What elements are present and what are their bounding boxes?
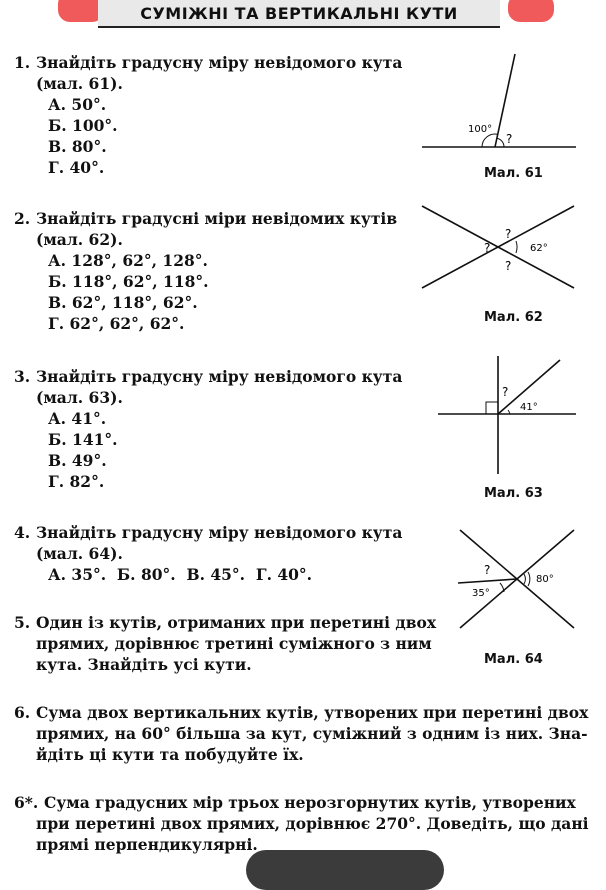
figure-61 [420,48,580,158]
task-number: 2. [14,209,31,228]
answer-option: А. 41°. [48,409,107,428]
unknown-angle-label: ? [505,259,512,273]
angle-label: 41° [520,402,538,413]
answer-option: Г. 62°, 62°, 62°. [48,314,185,333]
answer-option: А. 128°, 62°, 128°. [48,251,208,270]
task-4 [14,522,402,585]
task-text-line: прямих, дорівнює третині суміжного з ним [36,634,432,653]
figure-62 [420,200,580,300]
task-text-line: Знайдіть градусну міру невідомого кута [36,53,403,72]
figure-caption: Мал. 64 [484,652,543,667]
task-number: 5. [14,613,31,632]
unknown-angle-label: ? [484,241,491,255]
figure-caption: Мал. 63 [484,486,543,501]
page-title: СУМІЖНІ ТА ВЕРТИКАЛЬНІ КУТИ [140,3,458,23]
answer-option: В. 49°. [48,451,107,470]
task-text-line: (мал. 61). [36,74,123,93]
task-text-line: йдіть ці кути та побудуйте їх. [36,745,304,764]
task-number: 4. [14,523,31,542]
task-text-line: прямих, на 60° більша за кут, суміжний з одним із них. Зна- [36,724,588,743]
task-number: 6*. [14,793,39,812]
answer-option: А. 50°. [48,95,107,114]
angle-label: 35° [472,588,490,599]
answer-option: В. 80°. [48,137,107,156]
figure-caption: Мал. 62 [484,310,543,325]
task-6-star [14,792,589,855]
task-6 [14,702,588,765]
answer-option: Б. 141°. [48,430,118,449]
angle-label: 62° [530,243,548,254]
task-text-line: Знайдіть градусні міри невідомих кутів [36,209,398,228]
answer-option: А. 35°. Б. 80°. В. 45°. Г. 40°. [48,565,313,584]
unknown-angle-label: ? [506,132,513,146]
task-text-line: (мал. 64). [36,544,123,563]
unknown-angle-label: ? [502,385,509,399]
task-number: 6. [14,703,31,722]
task-text-line: прямі перпендикулярні. [36,835,258,854]
task-text-line: (мал. 62). [36,230,123,249]
answer-option: В. 62°, 118°, 62°. [48,293,198,312]
task-text-line: при перетині двох прямих, дорівнює 270°. Доведіть, що дані [36,814,589,833]
answer-option: Б. 118°, 62°, 118°. [48,272,209,291]
task-text-line: кута. Знайдіть усі кути. [36,655,252,674]
task-text-line: Знайдіть градусну міру невідомого кута [36,523,403,542]
task-3 [14,366,402,492]
task-number: 3. [14,367,31,386]
figure-63 [436,352,580,478]
angle-label: 100° [468,124,493,135]
task-number: 1. [14,53,31,72]
task-2 [14,208,397,334]
task-text-line: Сума двох вертикальних кутів, утворених при перетині двох [36,703,589,722]
unknown-angle-label: ? [484,563,491,577]
task-1 [14,52,402,178]
task-text-line: (мал. 63). [36,388,123,407]
figure-64 [452,526,580,632]
home-indicator-overlay [246,850,444,890]
task-5 [14,612,436,675]
task-text-line: Сума градусних мір трьох нерозгорнутих кутів, утворених [44,793,576,812]
angle-label: 80° [536,574,554,585]
task-text-line: Знайдіть градусну міру невідомого кута [36,367,403,386]
answer-option: Г. 82°. [48,472,105,491]
task-text-line: Один із кутів, отриманих при перетині двох [36,613,437,632]
redaction-mark-right [508,0,554,22]
unknown-angle-label: ? [505,227,512,241]
answer-option: Б. 100°. [48,116,118,135]
page-header [98,0,500,28]
answer-option: Г. 40°. [48,158,105,177]
figure-caption: Мал. 61 [484,166,543,181]
